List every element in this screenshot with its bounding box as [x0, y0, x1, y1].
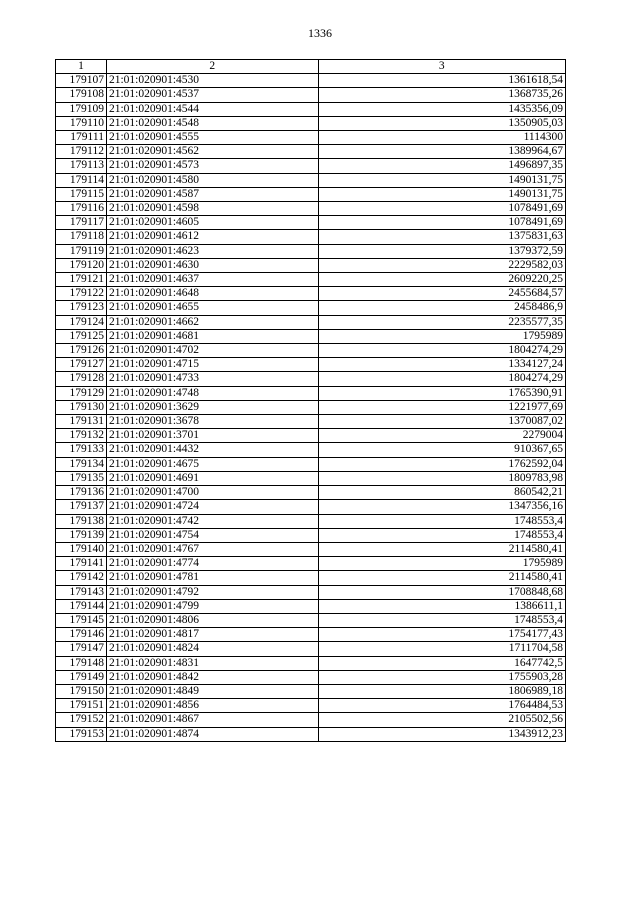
- value-cell: 2609220,25: [318, 273, 565, 287]
- row-number-cell: 179142: [56, 571, 107, 585]
- value-cell: 1368735,26: [318, 88, 565, 102]
- cadastral-number-cell: 21:01:020901:4623: [106, 244, 318, 258]
- cadastral-number-cell: 21:01:020901:4598: [106, 202, 318, 216]
- value-cell: 1343912,23: [318, 727, 565, 741]
- row-number-cell: 179114: [56, 173, 107, 187]
- value-cell: 1795989: [318, 557, 565, 571]
- row-number-cell: 179139: [56, 528, 107, 542]
- cadastral-number-cell: 21:01:020901:4817: [106, 628, 318, 642]
- value-cell: 1350905,03: [318, 116, 565, 130]
- cadastral-number-cell: 21:01:020901:4580: [106, 173, 318, 187]
- table-row: [56, 542, 566, 556]
- table-row: [56, 585, 566, 599]
- row-number-cell: 179152: [56, 713, 107, 727]
- row-number-cell: 179148: [56, 656, 107, 670]
- cadastral-number-cell: 21:01:020901:4774: [106, 557, 318, 571]
- value-cell: 1795989: [318, 329, 565, 343]
- cadastral-number-cell: 21:01:020901:4874: [106, 727, 318, 741]
- cadastral-number-cell: 21:01:020901:4648: [106, 287, 318, 301]
- cadastral-number-cell: 21:01:020901:4573: [106, 159, 318, 173]
- row-number-cell: 179120: [56, 258, 107, 272]
- table-row: [56, 656, 566, 670]
- cadastral-number-cell: 21:01:020901:4605: [106, 216, 318, 230]
- cadastral-number-cell: 21:01:020901:4715: [106, 358, 318, 372]
- cadastral-number-cell: 21:01:020901:4792: [106, 585, 318, 599]
- cadastral-number-cell: 21:01:020901:4630: [106, 258, 318, 272]
- table-row: [56, 145, 566, 159]
- table-row: [56, 159, 566, 173]
- row-number-cell: 179117: [56, 216, 107, 230]
- value-cell: 1804274,29: [318, 344, 565, 358]
- cadastral-number-cell: 21:01:020901:4754: [106, 528, 318, 542]
- table-row: [56, 642, 566, 656]
- row-number-cell: 179122: [56, 287, 107, 301]
- row-number-cell: 179149: [56, 670, 107, 684]
- row-number-cell: 179108: [56, 88, 107, 102]
- row-number-cell: 179116: [56, 202, 107, 216]
- row-number-cell: 179153: [56, 727, 107, 741]
- table-row: [56, 599, 566, 613]
- table-row: [56, 400, 566, 414]
- table-row: [56, 74, 566, 88]
- table-row: [56, 557, 566, 571]
- cadastral-number-cell: 21:01:020901:3629: [106, 400, 318, 414]
- value-cell: 1804274,29: [318, 372, 565, 386]
- table-row: [56, 216, 566, 230]
- value-cell: 1389964,67: [318, 145, 565, 159]
- value-cell: 2458486,9: [318, 301, 565, 315]
- column-header-1: 1: [56, 60, 107, 74]
- value-cell: 1764484,53: [318, 699, 565, 713]
- row-number-cell: 179146: [56, 628, 107, 642]
- row-number-cell: 179123: [56, 301, 107, 315]
- value-cell: 1711704,58: [318, 642, 565, 656]
- cadastral-number-cell: 21:01:020901:3678: [106, 415, 318, 429]
- table-row: [56, 613, 566, 627]
- table-row: [56, 486, 566, 500]
- value-cell: 1078491,69: [318, 216, 565, 230]
- cadastral-number-cell: 21:01:020901:4562: [106, 145, 318, 159]
- cadastral-number-cell: 21:01:020901:4587: [106, 187, 318, 201]
- cadastral-number-cell: 21:01:020901:4700: [106, 486, 318, 500]
- table-row: [56, 727, 566, 741]
- row-number-cell: 179151: [56, 699, 107, 713]
- row-number-cell: 179133: [56, 443, 107, 457]
- row-number-cell: 179118: [56, 230, 107, 244]
- cadastral-number-cell: 21:01:020901:4799: [106, 599, 318, 613]
- column-header-3: 3: [318, 60, 565, 74]
- row-number-cell: 179135: [56, 471, 107, 485]
- table-row: [56, 713, 566, 727]
- column-header-2: 2: [106, 60, 318, 74]
- row-number-cell: 179128: [56, 372, 107, 386]
- page-number: 1336: [308, 26, 332, 40]
- table-body: [56, 74, 566, 742]
- table-row: [56, 230, 566, 244]
- value-cell: 2114580,41: [318, 571, 565, 585]
- table-row: [56, 471, 566, 485]
- row-number-cell: 179113: [56, 159, 107, 173]
- value-cell: 1370087,02: [318, 415, 565, 429]
- value-cell: 1490131,75: [318, 187, 565, 201]
- row-number-cell: 179126: [56, 344, 107, 358]
- value-cell: 1748553,4: [318, 514, 565, 528]
- table-row: [56, 88, 566, 102]
- row-number-cell: 179144: [56, 599, 107, 613]
- table-row: [56, 358, 566, 372]
- table-row: [56, 273, 566, 287]
- table-row: [56, 670, 566, 684]
- value-cell: 1435356,09: [318, 102, 565, 116]
- table-row: [56, 386, 566, 400]
- cadastral-number-cell: 21:01:020901:4681: [106, 329, 318, 343]
- cadastral-number-cell: 21:01:020901:4555: [106, 131, 318, 145]
- row-number-cell: 179115: [56, 187, 107, 201]
- row-number-cell: 179119: [56, 244, 107, 258]
- value-cell: 1375831,63: [318, 230, 565, 244]
- cadastral-number-cell: 21:01:020901:4544: [106, 102, 318, 116]
- cadastral-number-cell: 21:01:020901:4767: [106, 542, 318, 556]
- cadastral-number-cell: 21:01:020901:4530: [106, 74, 318, 88]
- table-row: [56, 699, 566, 713]
- row-number-cell: 179110: [56, 116, 107, 130]
- cadastral-number-cell: 21:01:020901:4867: [106, 713, 318, 727]
- row-number-cell: 179129: [56, 386, 107, 400]
- value-cell: 910367,65: [318, 443, 565, 457]
- cadastral-number-cell: 21:01:020901:4432: [106, 443, 318, 457]
- row-number-cell: 179111: [56, 131, 107, 145]
- row-number-cell: 179131: [56, 415, 107, 429]
- value-cell: 2229582,03: [318, 258, 565, 272]
- cadastral-number-cell: 21:01:020901:4612: [106, 230, 318, 244]
- value-cell: 1708848,68: [318, 585, 565, 599]
- cadastral-number-cell: 21:01:020901:4824: [106, 642, 318, 656]
- row-number-cell: 179107: [56, 74, 107, 88]
- value-cell: 1347356,16: [318, 500, 565, 514]
- cadastral-number-cell: 21:01:020901:3701: [106, 429, 318, 443]
- table-row: [56, 287, 566, 301]
- value-cell: 1379372,59: [318, 244, 565, 258]
- table-row: [56, 528, 566, 542]
- table-row: [56, 344, 566, 358]
- row-number-cell: 179143: [56, 585, 107, 599]
- table-row: [56, 628, 566, 642]
- cadastral-number-cell: 21:01:020901:4637: [106, 273, 318, 287]
- cadastral-number-cell: 21:01:020901:4849: [106, 684, 318, 698]
- row-number-cell: 179150: [56, 684, 107, 698]
- row-number-cell: 179136: [56, 486, 107, 500]
- row-number-cell: 179130: [56, 400, 107, 414]
- value-cell: 1114300: [318, 131, 565, 145]
- table-header-row: [56, 60, 566, 74]
- table-row: [56, 684, 566, 698]
- cadastral-number-cell: 21:01:020901:4733: [106, 372, 318, 386]
- row-number-cell: 179132: [56, 429, 107, 443]
- value-cell: 1496897,35: [318, 159, 565, 173]
- table-row: [56, 202, 566, 216]
- cadastral-number-cell: 21:01:020901:4548: [106, 116, 318, 130]
- row-number-cell: 179134: [56, 457, 107, 471]
- value-cell: 1221977,69: [318, 400, 565, 414]
- table-row: [56, 457, 566, 471]
- row-number-cell: 179121: [56, 273, 107, 287]
- cadastral-number-cell: 21:01:020901:4742: [106, 514, 318, 528]
- table-row: [56, 514, 566, 528]
- cadastral-number-cell: 21:01:020901:4537: [106, 88, 318, 102]
- value-cell: 2455684,57: [318, 287, 565, 301]
- table-row: [56, 429, 566, 443]
- cadastral-number-cell: 21:01:020901:4675: [106, 457, 318, 471]
- table-row: [56, 443, 566, 457]
- cadastral-number-cell: 21:01:020901:4831: [106, 656, 318, 670]
- data-table: [55, 59, 566, 742]
- value-cell: 1078491,69: [318, 202, 565, 216]
- table-row: [56, 131, 566, 145]
- cadastral-number-cell: 21:01:020901:4806: [106, 613, 318, 627]
- value-cell: 860542,21: [318, 486, 565, 500]
- table-row: [56, 415, 566, 429]
- table-row: [56, 329, 566, 343]
- value-cell: 1765390,91: [318, 386, 565, 400]
- table-row: [56, 372, 566, 386]
- cadastral-number-cell: 21:01:020901:4662: [106, 315, 318, 329]
- row-number-cell: 179125: [56, 329, 107, 343]
- table-row: [56, 116, 566, 130]
- table-row: [56, 500, 566, 514]
- cadastral-number-cell: 21:01:020901:4724: [106, 500, 318, 514]
- row-number-cell: 179138: [56, 514, 107, 528]
- row-number-cell: 179147: [56, 642, 107, 656]
- table-row: [56, 173, 566, 187]
- value-cell: 1490131,75: [318, 173, 565, 187]
- row-number-cell: 179124: [56, 315, 107, 329]
- table-row: [56, 102, 566, 116]
- row-number-cell: 179112: [56, 145, 107, 159]
- cadastral-number-cell: 21:01:020901:4748: [106, 386, 318, 400]
- table-row: [56, 571, 566, 585]
- value-cell: 2105502,56: [318, 713, 565, 727]
- table-row: [56, 187, 566, 201]
- cadastral-number-cell: 21:01:020901:4856: [106, 699, 318, 713]
- cadastral-number-cell: 21:01:020901:4691: [106, 471, 318, 485]
- value-cell: 1334127,24: [318, 358, 565, 372]
- cadastral-number-cell: 21:01:020901:4781: [106, 571, 318, 585]
- cadastral-number-cell: 21:01:020901:4655: [106, 301, 318, 315]
- value-cell: 1748553,4: [318, 528, 565, 542]
- row-number-cell: 179141: [56, 557, 107, 571]
- row-number-cell: 179127: [56, 358, 107, 372]
- row-number-cell: 179140: [56, 542, 107, 556]
- value-cell: 2235577,35: [318, 315, 565, 329]
- value-cell: 1755903,28: [318, 670, 565, 684]
- value-cell: 1386611,1: [318, 599, 565, 613]
- table-row: [56, 315, 566, 329]
- value-cell: 1647742,5: [318, 656, 565, 670]
- value-cell: 2279004: [318, 429, 565, 443]
- value-cell: 2114580,41: [318, 542, 565, 556]
- row-number-cell: 179137: [56, 500, 107, 514]
- table-row: [56, 244, 566, 258]
- table-row: [56, 258, 566, 272]
- value-cell: 1762592,04: [318, 457, 565, 471]
- table-row: [56, 301, 566, 315]
- value-cell: 1754177,43: [318, 628, 565, 642]
- row-number-cell: 179145: [56, 613, 107, 627]
- value-cell: 1361618,54: [318, 74, 565, 88]
- cadastral-number-cell: 21:01:020901:4842: [106, 670, 318, 684]
- value-cell: 1809783,98: [318, 471, 565, 485]
- value-cell: 1806989,18: [318, 684, 565, 698]
- row-number-cell: 179109: [56, 102, 107, 116]
- cadastral-number-cell: 21:01:020901:4702: [106, 344, 318, 358]
- value-cell: 1748553,4: [318, 613, 565, 627]
